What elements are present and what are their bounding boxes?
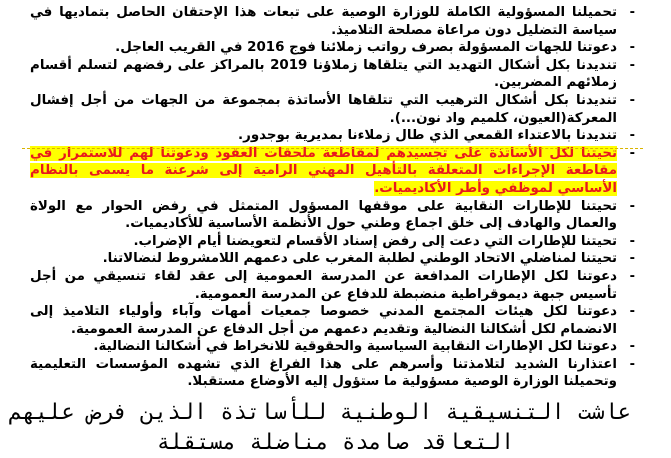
list-item <box>30 92 635 127</box>
demands-list <box>30 4 635 391</box>
list-item-text: تحيتنا لكل الأساتذة على تجسيدهم لمقاطعة ملحقات العقود ودعوتنا لهم للاستمرار في مقاطعة الإجراءات المتعلقة بالتأهيل المهني الرامية إلى شرعنة ما يسمى بالنظام الأساسي لموظفي وأطر الأكاديميات. <box>30 145 617 196</box>
list-bullet: - <box>629 128 635 144</box>
list-item <box>30 356 635 391</box>
closing-slogan-line1: عاشت التنسيقية الوطنية للأساتذة الذين فرض عليهم <box>8 400 631 425</box>
list-item-text: تحيتنا للإطارات التي دعت إلى رفض إسناد الأقسام لتعويضنا أيام الإضراب. <box>133 233 617 249</box>
list-item <box>30 127 635 145</box>
list-item-text: دعوتنا لكل هيئات المجتمع المدني خصوصا جمعيات أمهات وآباء وأولياء التلاميذ إلى الانضمام لكل أشكالنا النضالية وتقديم دعمهم من أجل الدفاع عن المدرسة العمومية. <box>30 304 617 337</box>
list-bullet: - <box>629 233 635 249</box>
list-bullet: - <box>629 339 635 355</box>
list-item-text: تحيتنا لمناضلي الاتحاد الوطني لطلبة المغرب على دعمهم اللامشروط لنضالاتنا. <box>102 251 617 267</box>
list-item-text: اعتذارنا الشديد لتلامذتنا وأسرهم على هذا الفراغ الذي تشهده المؤسسات التعليمية وتحميلنا الوزارة الوصية مسؤولية ما ستؤول إليه الأوضاع مستقبلا. <box>30 356 617 390</box>
list-bullet: - <box>629 268 635 284</box>
list-item <box>30 250 635 268</box>
list-bullet: - <box>629 57 635 73</box>
list-item <box>30 198 635 233</box>
list-item <box>30 39 635 57</box>
list-bullet: - <box>629 251 635 267</box>
list-item-text: تنديدنا بكل أشكال الترهيب التي تتلقاها الأساتذة بمجموعة من الجهات من أجل إفشال المعركة(العيون، كلميم واد نون...). <box>30 92 617 126</box>
list-item-text: تحيتنا للإطارات النقابية على موقفها المسؤول المتمثل في رفض الحوار مع الولاة والعمال والهادف إلى خلق اجماع وطني حول الأنظمة الأساسية للأكاديميات. <box>30 198 617 232</box>
list-item-text: دعوتنا لكل الإطارات المدافعة عن المدرسة العمومية إلى عقد لقاء تنسيقي من أجل تأسيس جبهة ديموقراطية منضبطة للدفاع عن المدرسة العمومية. <box>30 268 617 302</box>
list-bullet: - <box>629 304 635 320</box>
list-bullet: - <box>629 198 635 214</box>
list-bullet: - <box>629 92 635 108</box>
list-item-text: دعوتنا للجهات المسؤولة بصرف رواتب زملائنا فوج 2016 في القريب العاجل. <box>115 40 617 56</box>
closing-slogan <box>8 398 631 458</box>
list-bullet: - <box>629 5 635 20</box>
list-bullet: - <box>629 356 635 372</box>
list-item-text: تحميلنا المسؤولية الكاملة للوزارة الوصية على تبعات هذا الإحتقان الحاصل بتماديها في سياسة التضليل دون مراعاة مصلحة التلاميذ. <box>30 5 617 38</box>
list-item <box>30 57 635 92</box>
list-item-text: تنديدنا بكل أشكال التهديد التي يتلقاها زملاؤنا 2019 بالمراكز على رفضهم لتسلم أقسام زملائهم المضربين. <box>30 57 617 91</box>
list-item-text: تنديدنا بالاعتداء القمعي الذي طال زملاءنا بمديرية بوجدور. <box>238 128 617 144</box>
list-item <box>30 303 635 338</box>
closing-slogan-line2: التعاقد صامدة مناضلة مستقلة <box>156 430 515 455</box>
list-item <box>30 268 635 303</box>
list-item <box>30 233 635 251</box>
list-bullet: - <box>629 145 635 161</box>
list-item <box>30 338 635 356</box>
list-item-text: دعوتنا لكل الإطارات النقابية السياسية والحقوقية للانخراط في أشكالنا النضالية. <box>93 339 617 355</box>
highlight-divider <box>22 148 643 149</box>
list-bullet: - <box>629 40 635 56</box>
list-item <box>30 4 635 39</box>
list-item <box>30 145 635 198</box>
